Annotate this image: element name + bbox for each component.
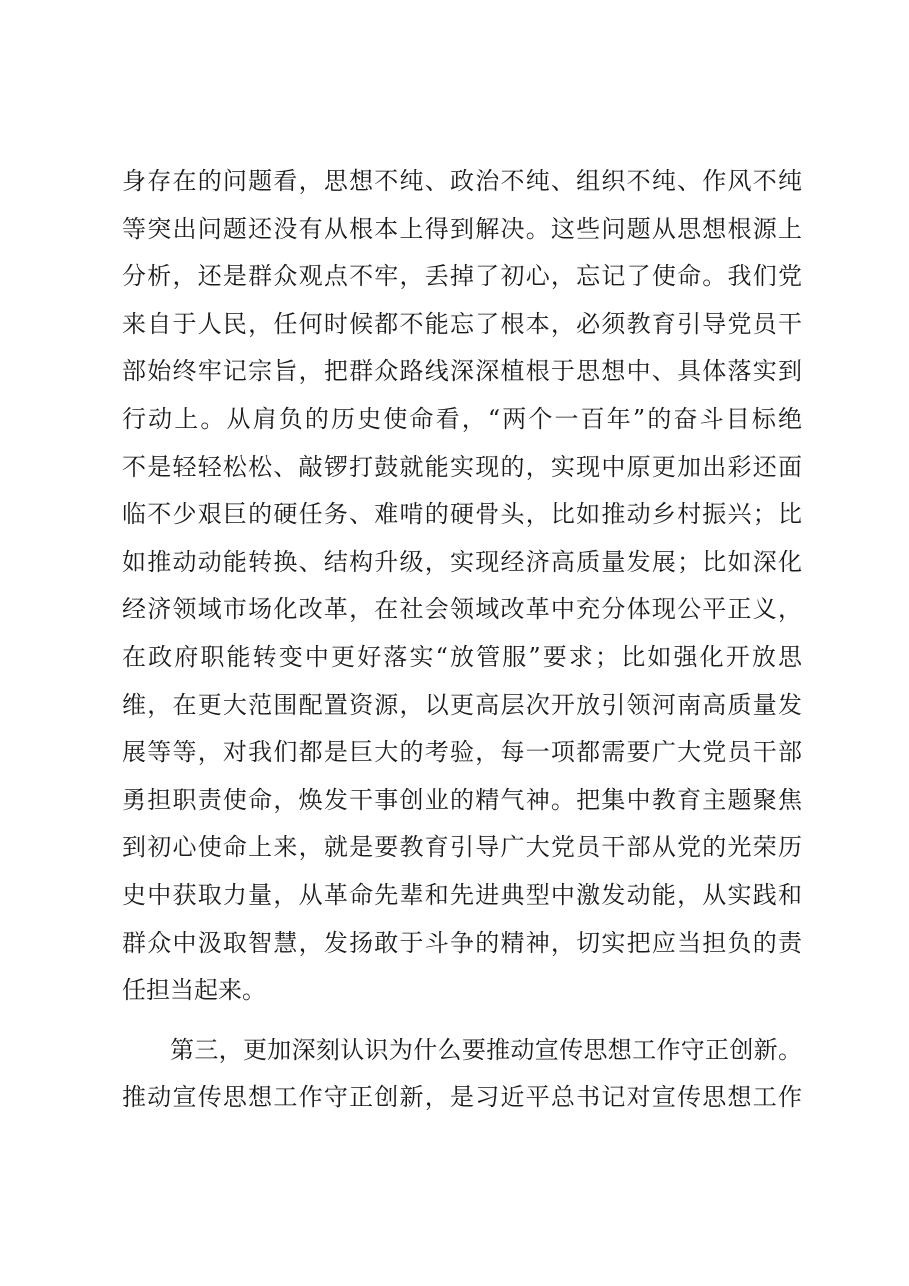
- body-text: [122, 158, 802, 1122]
- text-line: 分析，还是群众观点不牢，丢掉了初心，忘记了使命。我们党: [122, 262, 802, 291]
- text-line: 任担当起来。: [122, 976, 266, 1005]
- text-line: 到初心使命上来，就是要教育引导广大党员干部从党的光荣历: [122, 833, 802, 862]
- text-line: 在政府职能转变中更好落实“放管服”要求；比如强化开放思: [122, 642, 802, 671]
- paragraph-gap: [122, 1015, 802, 1027]
- text-line: 临不少艰巨的硬任务、难啃的硬骨头，比如推动乡村振兴；比: [122, 500, 802, 529]
- text-line: 群众中汲取智慧，发扬敢于斗争的精神，切实把应当担负的责: [122, 928, 802, 957]
- text-line: 身存在的问题看，思想不纯、政治不纯、组织不纯、作风不纯: [122, 167, 802, 195]
- text-line: 不是轻轻松松、敲锣打鼓就能实现的，实现中原更加出彩还面: [122, 452, 802, 481]
- paragraph-2: [122, 1027, 802, 1122]
- text-line: 等突出问题还没有从根本上得到解决。这些问题从思想根源上: [122, 214, 802, 243]
- text-line: 推动宣传思想工作守正创新，是习近平总书记对宣传思想工作: [122, 1083, 802, 1112]
- text-line: 部始终牢记宗旨，把群众路线深深植根于思想中、具体落实到: [122, 357, 802, 386]
- text-line: 展等等，对我们都是巨大的考验，每一项都需要广大党员干部: [122, 738, 802, 767]
- text-line: 勇担职责使命，焕发干事创业的精气神。把集中教育主题聚焦: [122, 785, 802, 814]
- text-line: 行动上。从肩负的历史使命看，“两个一百年”的奋斗目标绝: [122, 404, 802, 433]
- text-line: 如推动动能转换、结构升级，实现经济高质量发展；比如深化: [122, 547, 802, 576]
- text-line: 经济领域市场化改革，在社会领域改革中充分体现公平正义，: [122, 595, 802, 624]
- paragraph-1: [122, 158, 802, 1015]
- text-line: 第三，更加深刻认识为什么要推动宣传思想工作守正创新。: [170, 1035, 802, 1064]
- text-line: 来自于人民，任何时候都不能忘了根本，必须教育引导党员干: [122, 309, 802, 338]
- text-line: 维，在更大范围配置资源，以更高层次开放引领河南高质量发: [122, 690, 802, 719]
- text-line: 史中获取力量，从革命先辈和先进典型中激发动能，从实践和: [122, 880, 802, 909]
